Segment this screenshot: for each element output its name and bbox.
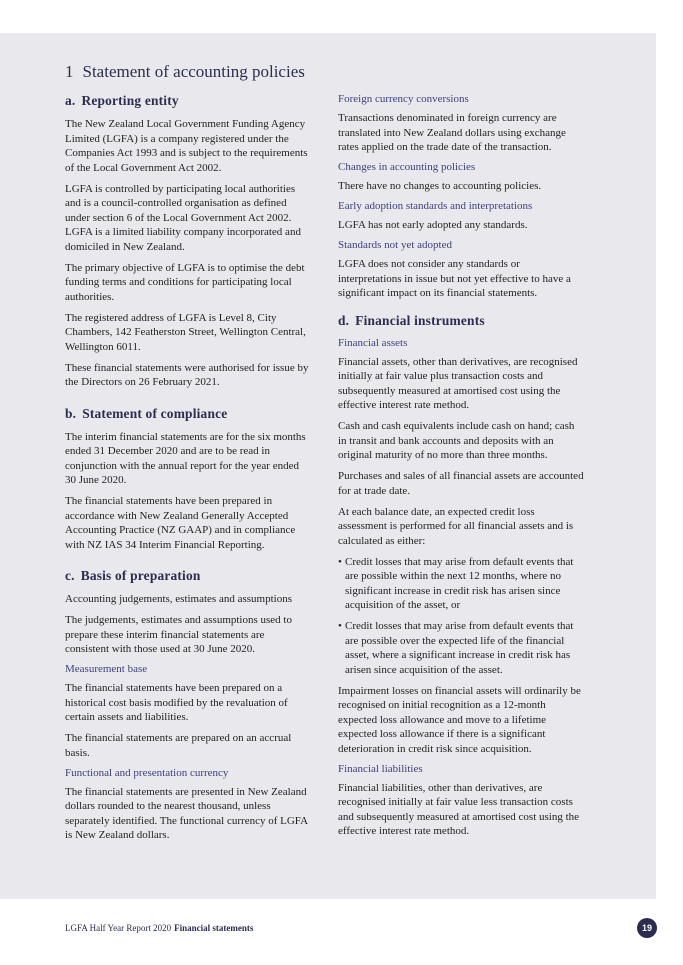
bullet-icon: •	[338, 555, 342, 568]
heading-statement-of-compliance: b. Statement of compliance	[65, 405, 228, 421]
paragraph: The financial statements have been prepared in accordance with New Zealand Generally Accepted Accounting Practice (NZ GAAP) and in compliance with NZ IAS 34 Interim Financial Reporting.	[65, 495, 296, 551]
paragraph: LGFA does not consider any standards or interpretations in issue but not yet effective to have a significant impact on its financial statements.	[338, 258, 571, 299]
paragraph: These financial statements were authorised for issue by the Directors on 26 February 2021.	[65, 361, 309, 388]
credit-loss-list	[338, 555, 584, 678]
section-number: 1	[65, 62, 74, 81]
paragraph: The financial statements are prepared on an accrual basis.	[65, 732, 292, 759]
subheading-functional-currency: Functional and presentation currency	[65, 766, 229, 779]
paragraph: The registered address of LGFA is Level 8, City Chambers, 142 Featherston Street, Wellington Central, Wellington 6011.	[65, 311, 306, 353]
paragraph: The financial statements are presented in New Zealand dollars rounded to the nearest thousand, unless separately identified. The functional currency of LGFA is New Zealand dollars.	[65, 785, 308, 841]
subheading-measurement-base: Measurement base	[65, 663, 148, 675]
page-content	[0, 33, 656, 899]
subheading-financial-assets: Financial assets	[338, 336, 408, 349]
paragraph: At each balance date, an expected credit loss assessment is performed for all financial assets and is calculated as either:	[338, 505, 574, 547]
subheading-foreign-currency: Foreign currency conversions	[338, 93, 469, 105]
paragraph: The primary objective of LGFA is to optimise the debt funding terms and conditions for participating local authorities.	[65, 261, 305, 303]
paragraph: The New Zealand Local Government Funding Agency Limited (LGFA) is a company registered under the Companies Act 1993 and is subject to the requirements of the Local Government Act 2002.	[65, 118, 308, 174]
paragraph: Financial liabilities, other than derivatives, are recognised initially at fair value less transaction costs and subsequently measured at amortised cost using the effective interest rate method.	[338, 781, 580, 837]
subheading-financial-liabilities: Financial liabilities	[338, 762, 423, 775]
list-item: • Credit losses that may arise from default events that are possible over the expected life of the financial asset, where a significant increase in credit risk has arisen since acquisition of the asset.	[338, 620, 574, 676]
subheading-standards-not-adopted: Standards not yet adopted	[338, 239, 452, 251]
footer-section: Financial statements	[174, 923, 254, 933]
paragraph: Accounting judgements, estimates and assumptions	[65, 593, 292, 605]
paragraph: Purchases and sales of all financial assets are accounted for at trade date.	[338, 470, 584, 497]
paragraph: There have no changes to accounting policies.	[338, 180, 542, 192]
right-column	[338, 93, 584, 845]
left-column	[65, 93, 311, 849]
paragraph: The judgements, estimates and assumptions used to prepare these interim financial statements are consistent with those used at 30 June 2020.	[65, 614, 292, 655]
paragraph: The financial statements have been prepared on a historical cost basis modified by the revaluation of certain assets and liabilities.	[65, 682, 288, 723]
subheading-early-adoption: Early adoption standards and interpretations	[338, 200, 533, 212]
paragraph: LGFA has not early adopted any standards.	[338, 219, 528, 231]
paragraph: The interim financial statements are for the six months ended 31 December 2020 and are to be read in conjunction with the annual report for the year ended 30 June 2020.	[65, 430, 306, 486]
paragraph: Cash and cash equivalents include cash on hand; cash in transit and bank accounts and deposits with an original maturity of no more than three months.	[338, 420, 575, 461]
paragraph: Impairment losses on financial assets will ordinarily be recognised on initial recognition as a 12-month expected loss allowance and move to a lifetime expected loss allowance if there is a significant deterioration in credit risk since acquisition.	[338, 684, 581, 755]
heading-reporting-entity: a. Reporting entity	[65, 93, 179, 108]
list-item: • Credit losses that may arise from default events that are possible within the next 12 months, where no significant increase in credit risk has arisen since acquisition of the asset, or	[338, 555, 574, 611]
paragraph: LGFA is controlled by participating local authorities and is a council-controlled organisation as defined under section 6 of the Local Government Act 2002. LGFA is a limited liability company incorporated and domiciled in New Zealand.	[65, 182, 301, 253]
section-title	[65, 62, 305, 82]
section-title-text: Statement of accounting policies	[82, 62, 305, 81]
heading-basis-of-preparation: c. Basis of preparation	[65, 568, 201, 583]
heading-financial-instruments: d. Financial instruments	[338, 312, 485, 328]
paragraph: Financial assets, other than derivatives, are recognised initially at fair value plus transaction costs and subsequently measured at amortised cost using the effective interest rate method.	[338, 355, 578, 411]
bullet-icon: •	[338, 620, 342, 632]
footer	[65, 923, 253, 933]
footer-report-title: LGFA Half Year Report 2020	[65, 923, 172, 933]
subheading-changes-policies: Changes in accounting policies	[338, 161, 476, 173]
page-number-badge: 19	[637, 918, 657, 938]
paragraph: Transactions denominated in foreign currency are translated into New Zealand dollars using exchange rates applied on the trade date of the transaction.	[338, 112, 566, 153]
